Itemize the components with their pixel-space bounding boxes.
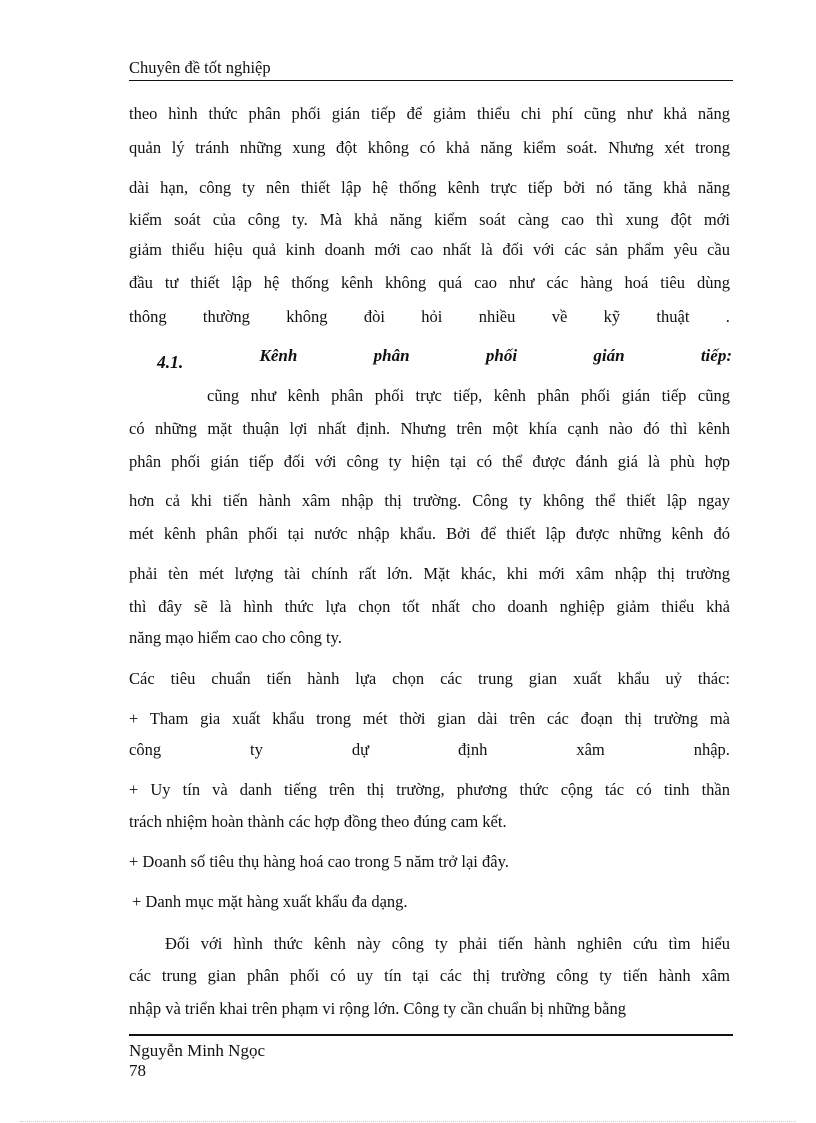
text-line: kiểm soát của công ty. Mà khả năng kiểm soát càng cao thì xung đột mới	[129, 210, 730, 229]
section-number: 4.1.	[157, 352, 184, 372]
heading-word: gián	[593, 346, 625, 365]
word: hỏi	[421, 307, 443, 326]
word: ty	[250, 740, 263, 759]
text-line-spread	[129, 307, 730, 327]
text-line: Đối với hình thức kênh này công ty phải tiến hành nghiên cứu tìm hiểu	[165, 934, 730, 953]
word: .	[725, 307, 730, 326]
text-line: các trung gian phân phối có uy tín tại các thị trường công ty tiến hành xâm	[129, 966, 730, 985]
text-line: trách nhiệm hoàn thành các hợp đồng theo đúng cam kết.	[129, 812, 507, 831]
heading-word: tiếp:	[700, 346, 732, 365]
criteria-intro: Các tiêu chuẩn tiến hành lựa chọn các trung gian xuất khẩu uỷ thác:	[129, 669, 730, 688]
text-line: đầu tư thiết lập hệ thống kênh không quá cao như các hàng hoá tiêu dùng	[129, 273, 730, 292]
text-line: mét kênh phân phối tại nước nhập khẩu. Bởi để thiết lập được những kênh đó	[129, 524, 730, 543]
text-line: phải tèn mét lượng tài chính rất lớn. Mặt khác, khi mới xâm nhập thị trường	[129, 564, 730, 583]
text-line-spread	[129, 740, 730, 760]
text-line: quản lý tránh những xung đột không có khả năng kiểm soát. Nhưng xét trong	[129, 138, 730, 157]
word: đòi	[363, 307, 385, 326]
word: không	[286, 307, 328, 326]
footer-rule	[129, 1034, 733, 1036]
heading-word: phân	[373, 346, 410, 365]
word: kỹ	[603, 307, 621, 326]
footer-author: Nguyễn Minh Ngọc	[129, 1041, 265, 1060]
page-number: 78	[129, 1061, 146, 1080]
criteria-item-1: + Tham gia xuất khẩu trong mét thời gian dài trên các đoạn thị trường mà	[129, 709, 730, 728]
word: nhiều	[478, 307, 516, 326]
text-line: phân phối gián tiếp đối với công ty hiện tại có thể được đánh giá là phù hợp	[129, 452, 730, 471]
heading-word: Kênh	[259, 346, 298, 365]
word: thường	[202, 307, 250, 326]
text-line: thì đây sẽ là hình thức lựa chọn tốt nhất cho doanh nghiệp giảm thiểu khả	[129, 597, 730, 616]
text-line: theo hình thức phân phối gián tiếp để giảm thiểu chi phí cũng như khả năng	[129, 104, 730, 123]
text-line: cũng như kênh phân phối trực tiếp, kênh phân phối gián tiếp cũng	[207, 386, 730, 405]
text-line: nhập và triển khai trên phạm vi rộng lớn. Công ty cần chuẩn bị những bằng	[129, 999, 626, 1018]
criteria-item-3: + Doanh số tiêu thụ hàng hoá cao trong 5 năm trở lại đây.	[129, 852, 509, 871]
word: định	[458, 740, 488, 759]
criteria-item-4: + Danh mục mặt hàng xuất khẩu đa dạng.	[132, 892, 408, 911]
text-line: giảm thiểu hiệu quả kinh doanh mới cao nhất là đối với các sản phẩm yêu cầu	[129, 240, 730, 259]
heading-word: phối	[485, 346, 518, 365]
word: về	[551, 307, 568, 326]
text-line: có những mặt thuận lợi nhất định. Nhưng trên một khía cạnh nào đó thì kênh	[129, 419, 730, 438]
section-heading	[157, 346, 732, 373]
page-edge-dotted	[20, 1121, 796, 1122]
word: thuật	[656, 307, 690, 326]
text-line: hơn cả khi tiến hành xâm nhập thị trường. Công ty không thể thiết lập ngay	[129, 491, 730, 510]
word: thông	[129, 307, 167, 326]
header-rule	[129, 80, 733, 81]
running-header: Chuyên đề tốt nghiệp	[129, 58, 271, 77]
word: dự	[351, 740, 370, 759]
word: công	[129, 740, 162, 759]
criteria-item-2: + Uy tín và danh tiếng trên thị trường, phương thức cộng tác có tinh thần	[129, 780, 730, 799]
word: xâm	[576, 740, 605, 759]
text-line: năng mạo hiểm cao cho công ty.	[129, 628, 342, 647]
word: nhập.	[693, 740, 730, 759]
text-line: dài hạn, công ty nên thiết lập hệ thống kênh trực tiếp bởi nó tăng khả năng	[129, 178, 730, 197]
